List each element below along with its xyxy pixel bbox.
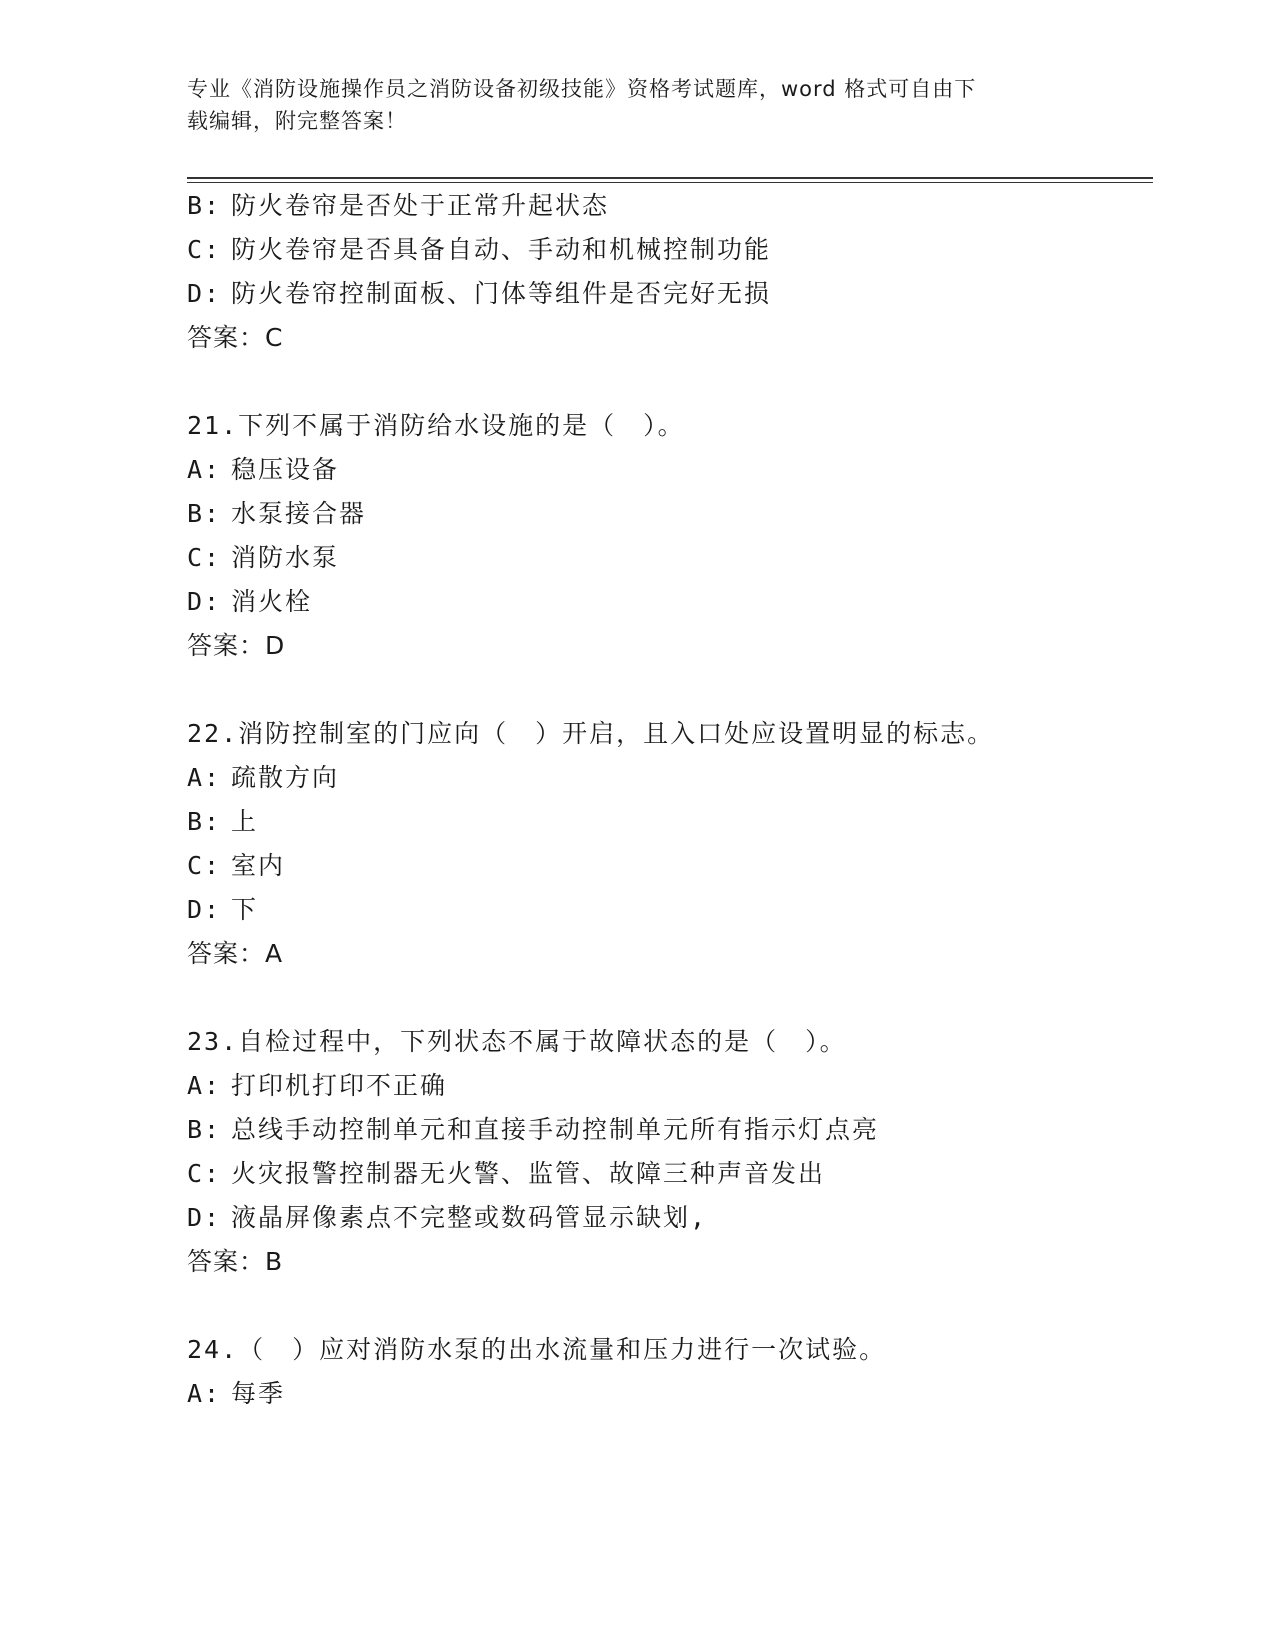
document-header (187, 73, 1067, 137)
q21-option-c: C: 消防水泵 (187, 543, 340, 572)
q22-option-b: B: 上 (187, 807, 259, 836)
q20-option-b: B: 防火卷帘是否处于正常升起状态 (187, 191, 610, 220)
q24-stem: 24.（ ）应对消防水泵的出水流量和压力进行一次试验。 (187, 1335, 887, 1364)
q21-stem: 21.下列不属于消防给水设施的是（ ）。 (187, 411, 685, 440)
q21-option-a: A: 稳压设备 (187, 455, 340, 484)
q23-option-d: D: 液晶屏像素点不完整或数码管显示缺划, (187, 1203, 708, 1232)
q23-option-c: C: 火灾报警控制器无火警、监管、故障三种声音发出 (187, 1159, 826, 1188)
q20-answer: 答案：C (187, 323, 284, 352)
q21-answer: 答案：D (187, 631, 286, 660)
q24-option-a: A: 每季 (187, 1379, 286, 1408)
q23-answer: 答案：B (187, 1247, 284, 1276)
q22-option-a: A: 疏散方向 (187, 763, 340, 792)
header-divider (187, 177, 1153, 183)
q20-option-c: C: 防火卷帘是否具备自动、手动和机械控制功能 (187, 235, 772, 264)
q21-option-d: D: 消火栓 (187, 587, 313, 616)
q22-stem: 22.消防控制室的门应向（ ）开启，且入口处应设置明显的标志。 (187, 719, 995, 748)
header-line-1: 专业《消防设施操作员之消防设备初级技能》资格考试题库，word 格式可自由下 (187, 77, 977, 101)
q20-option-d: D: 防火卷帘控制面板、门体等组件是否完好无损 (187, 279, 772, 308)
header-line-2: 载编辑，附完整答案！ (187, 109, 407, 133)
q23-option-a: A: 打印机打印不正确 (187, 1071, 448, 1100)
q23-stem: 23.自检过程中，下列状态不属于故障状态的是（ ）。 (187, 1027, 847, 1056)
q21-option-b: B: 水泵接合器 (187, 499, 367, 528)
q22-answer: 答案：A (187, 939, 284, 968)
q22-option-c: C: 室内 (187, 851, 286, 880)
q23-option-b: B: 总线手动控制单元和直接手动控制单元所有指示灯点亮 (187, 1115, 880, 1144)
q22-option-d: D: 下 (187, 895, 259, 924)
